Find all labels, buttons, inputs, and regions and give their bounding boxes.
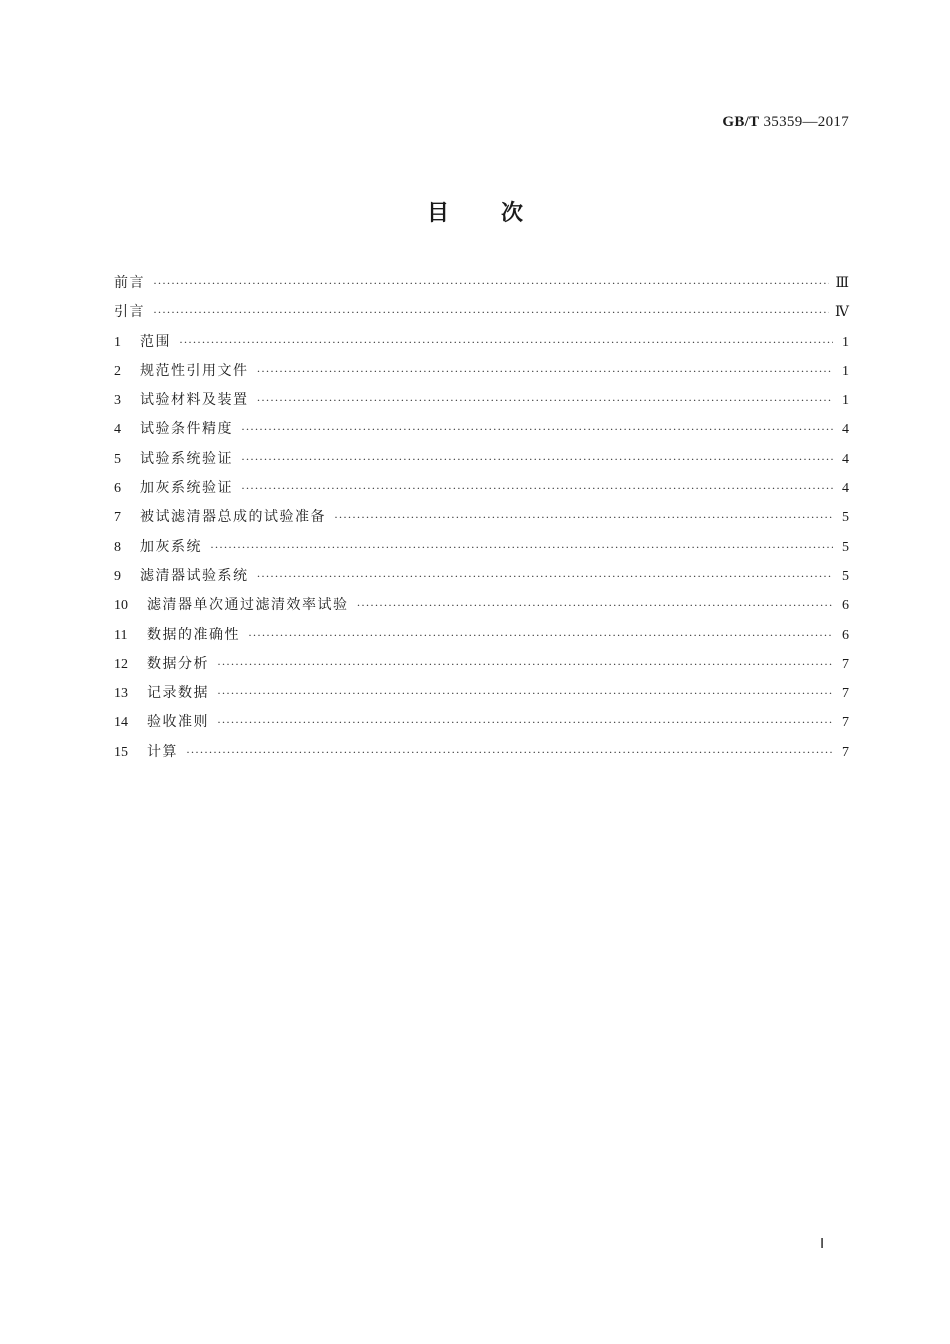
toc-entry-5[interactable] (114, 448, 849, 477)
toc-entry-1[interactable] (114, 331, 849, 360)
toc-leader-dots (210, 540, 833, 555)
toc-entry-text: 滤清器单次通过滤清效率试验 (147, 597, 349, 614)
toc-leader-dots (217, 715, 833, 730)
toc-entry-text: 规范性引用文件 (140, 362, 249, 379)
toc-entry-number: 10 (114, 598, 128, 614)
standard-number: 35359—2017 (763, 114, 849, 130)
toc-entry-page: 4 (842, 422, 849, 438)
toc-entry-text: 范围 (140, 333, 171, 350)
standard-code (722, 114, 849, 131)
toc-entry-number: 13 (114, 686, 128, 702)
toc-entry-number: 9 (114, 568, 121, 584)
toc-leader-dots (179, 335, 833, 350)
toc-leader-dots (217, 686, 833, 701)
toc-entry-4[interactable] (114, 418, 849, 447)
toc-leader-dots (153, 276, 829, 291)
toc-entry-page: 1 (842, 393, 849, 409)
toc-entry-text: 数据的准确性 (147, 626, 240, 643)
toc-entry-9[interactable] (114, 565, 849, 594)
toc-entry-number: 3 (114, 393, 121, 409)
toc-entry-text: 验收准则 (147, 714, 209, 731)
toc-entry-page: 7 (842, 715, 849, 731)
toc-entry-text: 前言 (114, 275, 145, 291)
toc-entry-number: 2 (114, 363, 121, 379)
toc-entry-introduction[interactable] (114, 301, 849, 330)
toc-entry-page: 5 (842, 539, 849, 555)
toc-entry-14[interactable] (114, 711, 849, 740)
toc-entry-text: 试验系统验证 (140, 450, 233, 467)
toc-leader-dots (153, 305, 829, 320)
toc-leader-dots (186, 745, 833, 760)
toc-entry-6[interactable] (114, 477, 849, 506)
toc-entry-foreword[interactable] (114, 272, 849, 301)
toc-leader-dots (248, 628, 833, 643)
page-number: Ⅰ (820, 1237, 825, 1252)
table-of-contents (114, 272, 849, 770)
toc-leader-dots (241, 481, 833, 496)
toc-entry-15[interactable] (114, 741, 849, 770)
toc-entry-number: 8 (114, 539, 121, 555)
toc-entry-page: 7 (842, 744, 849, 760)
toc-entry-page: 1 (842, 363, 849, 379)
toc-entry-number: 12 (114, 656, 128, 672)
toc-entry-page: 4 (842, 451, 849, 467)
toc-leader-dots (257, 364, 834, 379)
toc-entry-number: 7 (114, 510, 121, 526)
toc-entry-text: 记录数据 (147, 685, 209, 702)
toc-entry-page: 6 (842, 598, 849, 614)
toc-entry-text: 加灰系统验证 (140, 480, 233, 497)
toc-entry-text: 试验条件精度 (140, 421, 233, 438)
toc-entry-page: Ⅳ (835, 305, 849, 321)
toc-entry-13[interactable] (114, 682, 849, 711)
toc-entry-7[interactable] (114, 506, 849, 535)
title-char-1: 目 (426, 201, 449, 226)
toc-entry-text: 被试滤清器总成的试验准备 (140, 509, 326, 526)
title-char-2: 次 (501, 201, 524, 226)
toc-entry-number: 1 (114, 334, 121, 350)
toc-entry-page: 1 (842, 334, 849, 350)
toc-entry-number: 14 (114, 715, 128, 731)
toc-leader-dots (217, 657, 833, 672)
standard-prefix: GB/T (722, 114, 760, 130)
toc-entry-text: 引言 (114, 304, 145, 321)
toc-entry-3[interactable] (114, 389, 849, 418)
toc-entry-number: 5 (114, 451, 121, 467)
toc-entry-text: 滤清器试验系统 (140, 567, 249, 584)
toc-entry-number: 6 (114, 481, 121, 497)
toc-entry-page: 7 (842, 686, 849, 702)
toc-entry-text: 加灰系统 (140, 538, 202, 555)
toc-leader-dots (357, 598, 834, 613)
toc-entry-page: 5 (842, 568, 849, 584)
toc-entry-page: 7 (842, 656, 849, 672)
toc-entry-page: 5 (842, 510, 849, 526)
toc-leader-dots (257, 393, 834, 408)
toc-entry-text: 数据分析 (147, 655, 209, 672)
toc-entry-page: 6 (842, 627, 849, 643)
toc-entry-number: 15 (114, 744, 128, 760)
toc-entry-page: Ⅲ (835, 276, 849, 291)
toc-entry-2[interactable] (114, 360, 849, 389)
toc-leader-dots (257, 569, 834, 584)
toc-leader-dots (241, 422, 833, 437)
toc-entry-text: 计算 (147, 743, 178, 760)
toc-entry-12[interactable] (114, 653, 849, 682)
toc-entry-8[interactable] (114, 536, 849, 565)
toc-entry-11[interactable] (114, 624, 849, 653)
toc-entry-number: 11 (114, 627, 128, 643)
toc-leader-dots (334, 510, 833, 525)
toc-leader-dots (241, 452, 833, 467)
page-title (0, 196, 950, 227)
toc-entry-10[interactable] (114, 594, 849, 623)
toc-entry-text: 试验材料及装置 (140, 392, 249, 409)
toc-entry-number: 4 (114, 422, 121, 438)
toc-entry-page: 4 (842, 481, 849, 497)
